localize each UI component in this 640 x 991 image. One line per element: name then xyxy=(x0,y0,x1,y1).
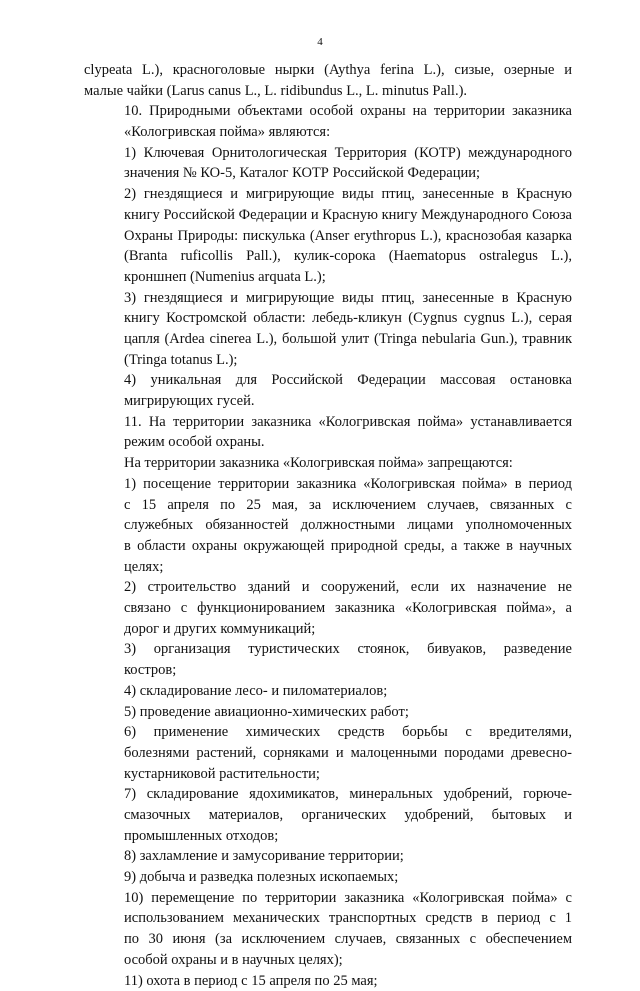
text-line: 11) охота в период с 15 апреля по 25 мая; xyxy=(124,972,378,989)
text-line: книгу Костромской области: лебедь-кликун (Cygnus cygnus L.), серая xyxy=(124,310,572,327)
text-line: цапля (Ardea cinerea L.), большой улит (Tringa nebularia Gun.), травник xyxy=(124,331,572,347)
text-line: служебных обязанностей должностными лицами уполномоченных xyxy=(124,517,572,534)
text-line: 10) перемещение по территории заказника «Кологривская пойма» с xyxy=(124,889,572,906)
text-line: болезнями растений, сорняками и малоценными породами древесно- xyxy=(124,744,572,761)
text-line: режим особой охраны. xyxy=(124,434,265,451)
paragraph xyxy=(84,60,572,101)
text-line: малые чайки (Larus canus L., L. ridibundus L., L. minutus Pall.). xyxy=(84,82,468,99)
text-line: с 15 апреля по 25 мая, за исключением случаев, связанных с xyxy=(124,496,572,513)
text-line: clypeata L.), красноголовые нырки (Aythya ferina L.), сизые, озерные и xyxy=(84,62,572,78)
text-line: 8) захламление и замусоривание территории; xyxy=(124,848,404,865)
text-line: 4) уникальная для Российской Федерации массовая остановка xyxy=(124,372,572,389)
text-line: 7) складирование ядохимикатов, минеральных удобрений, горюче- xyxy=(124,786,572,803)
text-line: 4) складирование лесо- и пиломатериалов; xyxy=(124,682,388,699)
paragraph xyxy=(84,639,572,680)
paragraph xyxy=(84,681,572,702)
paragraph xyxy=(84,412,572,453)
text-line: целях; xyxy=(124,558,164,575)
text-line: (Branta ruficollis Pall.), кулик-сорока (Haematopus ostralegus L.), xyxy=(124,248,572,265)
paragraph xyxy=(84,101,572,142)
text-line: в области охраны окружающей природной среды, а также в научных xyxy=(124,537,572,554)
text-line: 6) применение химических средств борьбы с вредителями, xyxy=(124,724,572,741)
text-line: (Tringa totanus L.); xyxy=(124,351,238,368)
document-body xyxy=(84,60,572,991)
page-number: 4 xyxy=(317,36,323,48)
paragraph xyxy=(84,184,572,287)
text-line: 9) добыча и разведка полезных ископаемых; xyxy=(124,869,399,886)
text-line: Охраны Природы: пискулька (Anser erythropus L.), краснозобая казарка xyxy=(124,227,572,244)
text-line: дорог и других коммуникаций; xyxy=(124,620,316,637)
text-line: 2) строительство зданий и сооружений, если их назначение не xyxy=(124,579,572,596)
paragraph xyxy=(84,702,572,723)
paragraph xyxy=(84,867,572,888)
text-line: костров; xyxy=(124,662,177,679)
text-line: мигрирующих гусей. xyxy=(124,393,255,410)
text-line: 11. На территории заказника «Кологривская пойма» устанавливается xyxy=(124,413,572,430)
text-line: 5) проведение авиационно-химических работ; xyxy=(124,703,409,720)
text-line: смазочных материалов, органических удобрений, бытовых и xyxy=(124,806,572,823)
paragraph xyxy=(84,784,572,846)
text-line: 3) гнездящиеся и мигрирующие виды птиц, занесенные в Красную xyxy=(124,289,572,306)
paragraph xyxy=(84,143,572,184)
paragraph xyxy=(84,474,572,577)
text-line: «Кологривская пойма» являются: xyxy=(124,124,331,141)
text-line: значения № КО-5, Каталог КОТР Российской Федерации; xyxy=(124,165,481,182)
text-line: книгу Российской Федерации и Красную книгу Международного Союза xyxy=(124,206,572,223)
paragraph xyxy=(84,846,572,867)
text-line: 10. Природными объектами особой охраны на территории заказника xyxy=(124,103,572,120)
text-line: особой охраны и в научных целях); xyxy=(124,951,343,968)
text-line: 1) посещение территории заказника «Кологривская пойма» в период xyxy=(124,475,572,492)
text-line: связано с функционированием заказника «Кологривская пойма», а xyxy=(124,600,572,617)
paragraph xyxy=(84,370,572,411)
text-line: 3) организация туристических стоянок, бивуаков, разведение xyxy=(124,641,572,658)
paragraph xyxy=(84,888,572,971)
paragraph xyxy=(84,722,572,784)
paragraph xyxy=(84,971,572,991)
text-line: кроншнеп (Numenius arquata L.); xyxy=(124,268,326,285)
text-line: 2) гнездящиеся и мигрирующие виды птиц, занесенные в Красную xyxy=(124,186,572,203)
text-line: 1) Ключевая Орнитологическая Территория (КОТР) международного xyxy=(124,144,572,161)
text-line: кустарниковой растительности; xyxy=(124,765,320,782)
paragraph xyxy=(84,288,572,371)
text-line: На территории заказника «Кологривская пойма» запрещаются: xyxy=(124,455,513,472)
paragraph xyxy=(84,453,572,474)
paragraph xyxy=(84,577,572,639)
text-line: по 30 июня (за исключением случаев, связанных с обеспечением xyxy=(124,931,572,948)
text-line: промышленных отходов; xyxy=(124,827,279,844)
text-line: использованием механических транспортных средств в период с 1 xyxy=(124,910,572,927)
